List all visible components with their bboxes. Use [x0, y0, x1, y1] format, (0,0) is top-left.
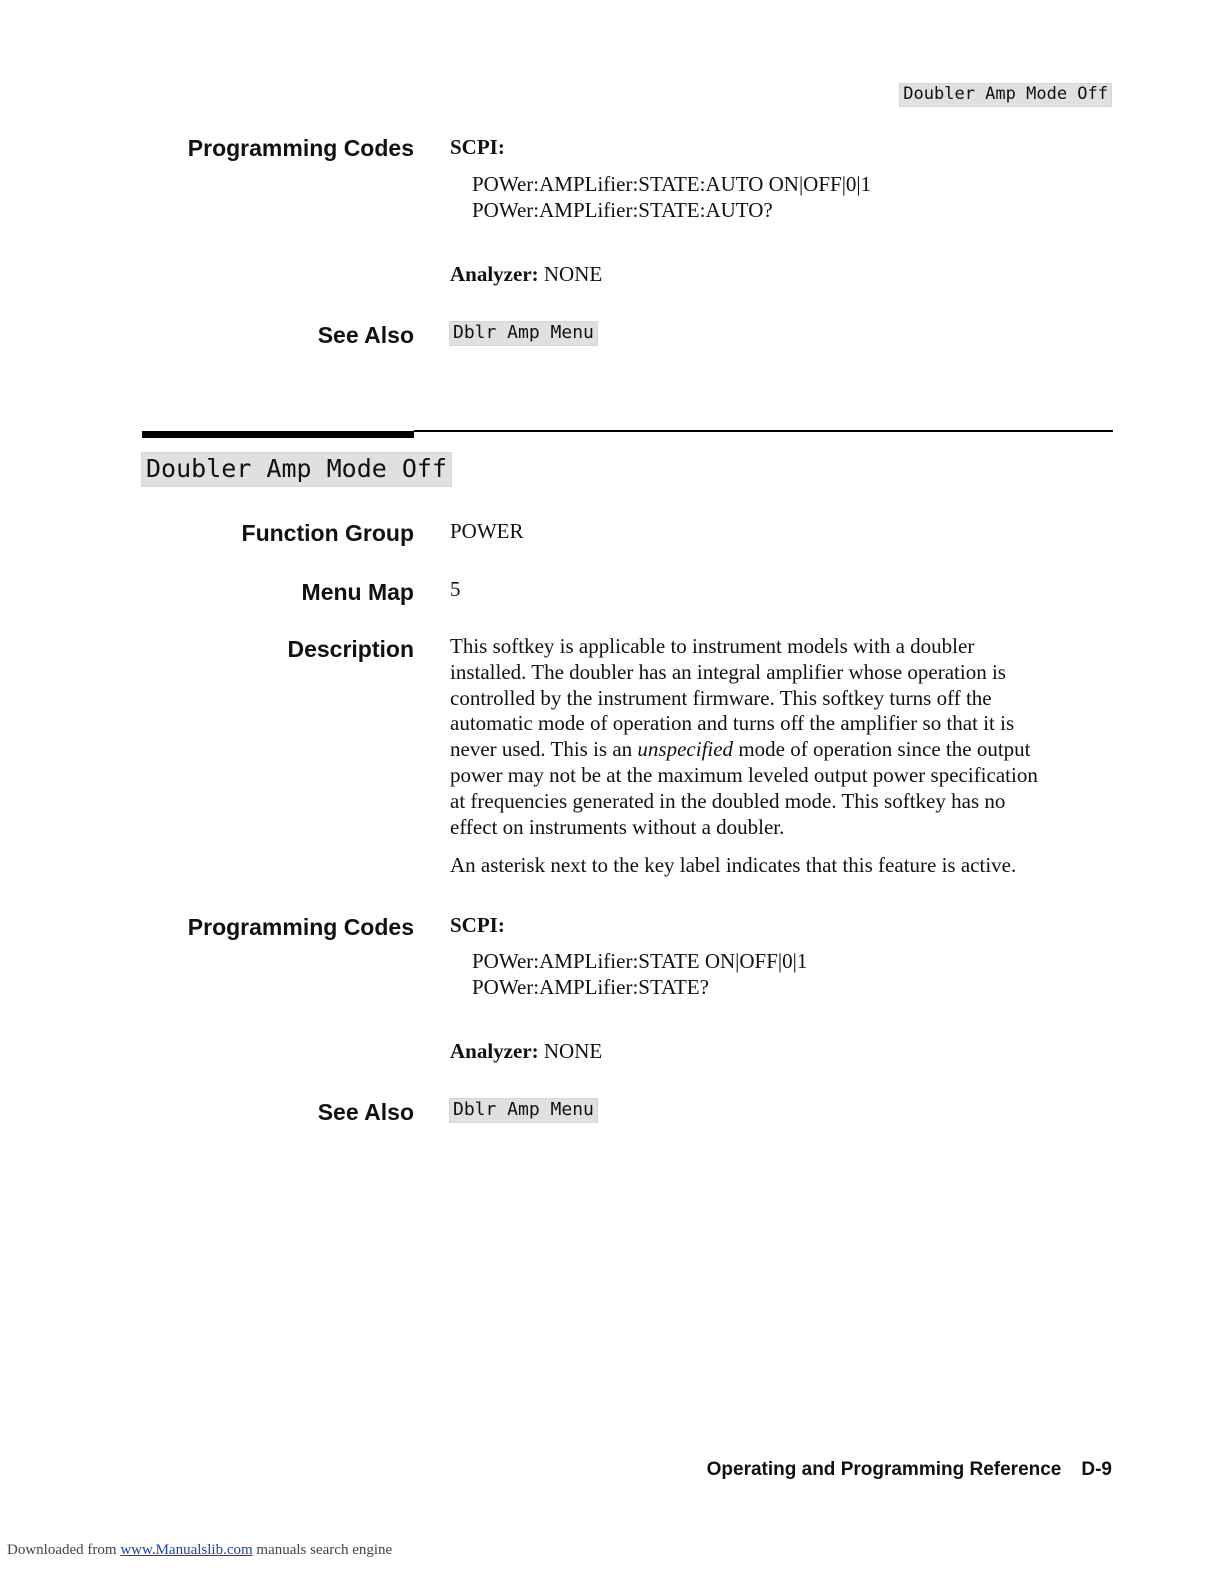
menu-map-value: 5: [450, 577, 461, 601]
see-also-key: Dblr Amp Menu: [449, 321, 598, 346]
scpi-command: POWer:AMPLifier:STATE ON|OFF|0|1: [472, 949, 808, 973]
description-line: effect on instruments without a doubler.: [450, 814, 785, 839]
description-line: This softkey is applicable to instrument models with a doubler: [450, 634, 975, 658]
running-head-key: Doubler Amp Mode Off: [899, 83, 1112, 107]
description-line: never used. This is an unspecified mode of operation since the output: [450, 737, 1031, 762]
description-line: controlled by the instrument firmware. This softkey turns off the: [450, 685, 992, 710]
scpi-command: POWer:AMPLifier:STATE:AUTO ON|OFF|0|1: [472, 172, 872, 196]
see-also-label: See Also: [317, 322, 414, 348]
function-group-label: Function Group: [241, 520, 414, 546]
function-group-value: POWER: [450, 519, 524, 543]
see-also-key: Dblr Amp Menu: [449, 1098, 598, 1123]
description-line: automatic mode of operation and turns off the amplifier so that it is: [450, 711, 1015, 736]
section-rule-thick: [142, 431, 414, 438]
page-footer: [707, 1459, 1112, 1481]
description-note: An asterisk next to the key label indicates that this feature is active.: [450, 853, 1017, 877]
see-also-label: See Also: [317, 1099, 414, 1125]
download-notice: Downloaded from www.Manualslib.com manuals search engine: [7, 1542, 393, 1558]
section-title-key: Doubler Amp Mode Off: [141, 452, 452, 487]
programming-codes-label: Programming Codes: [187, 135, 414, 161]
scpi-label: SCPI:: [450, 135, 505, 159]
section-rule-thin: [414, 430, 1113, 432]
scpi-query: POWer:AMPLifier:STATE?: [472, 975, 709, 999]
analyzer-label: Analyzer:: [450, 262, 539, 286]
menu-map-label: Menu Map: [301, 579, 414, 605]
analyzer-value: NONE: [543, 262, 603, 286]
programming-codes-label: Programming Codes: [187, 914, 414, 940]
analyzer-value: NONE: [543, 1039, 603, 1063]
description-text: [450, 634, 1115, 840]
analyzer-label: Analyzer:: [450, 1039, 539, 1063]
scpi-label: SCPI:: [450, 913, 505, 937]
description-line: at frequencies generated in the doubled mode. This softkey has no: [450, 788, 1006, 813]
page-number: D-9: [1081, 1459, 1112, 1480]
footer-title: Operating and Programming Reference: [706, 1459, 1062, 1480]
description-label: Description: [287, 636, 414, 662]
analyzer-row: [450, 1038, 602, 1064]
description-line: installed. The doubler has an integral amplifier whose operation is: [450, 659, 1006, 684]
scpi-query: POWer:AMPLifier:STATE:AUTO?: [472, 198, 773, 222]
description-line: power may not be at the maximum leveled output power specification: [450, 762, 1038, 787]
emphasis-unspecified: unspecified: [637, 737, 734, 762]
manualslib-link[interactable]: www.Manualslib.com: [120, 1542, 253, 1558]
analyzer-row: [450, 261, 602, 287]
